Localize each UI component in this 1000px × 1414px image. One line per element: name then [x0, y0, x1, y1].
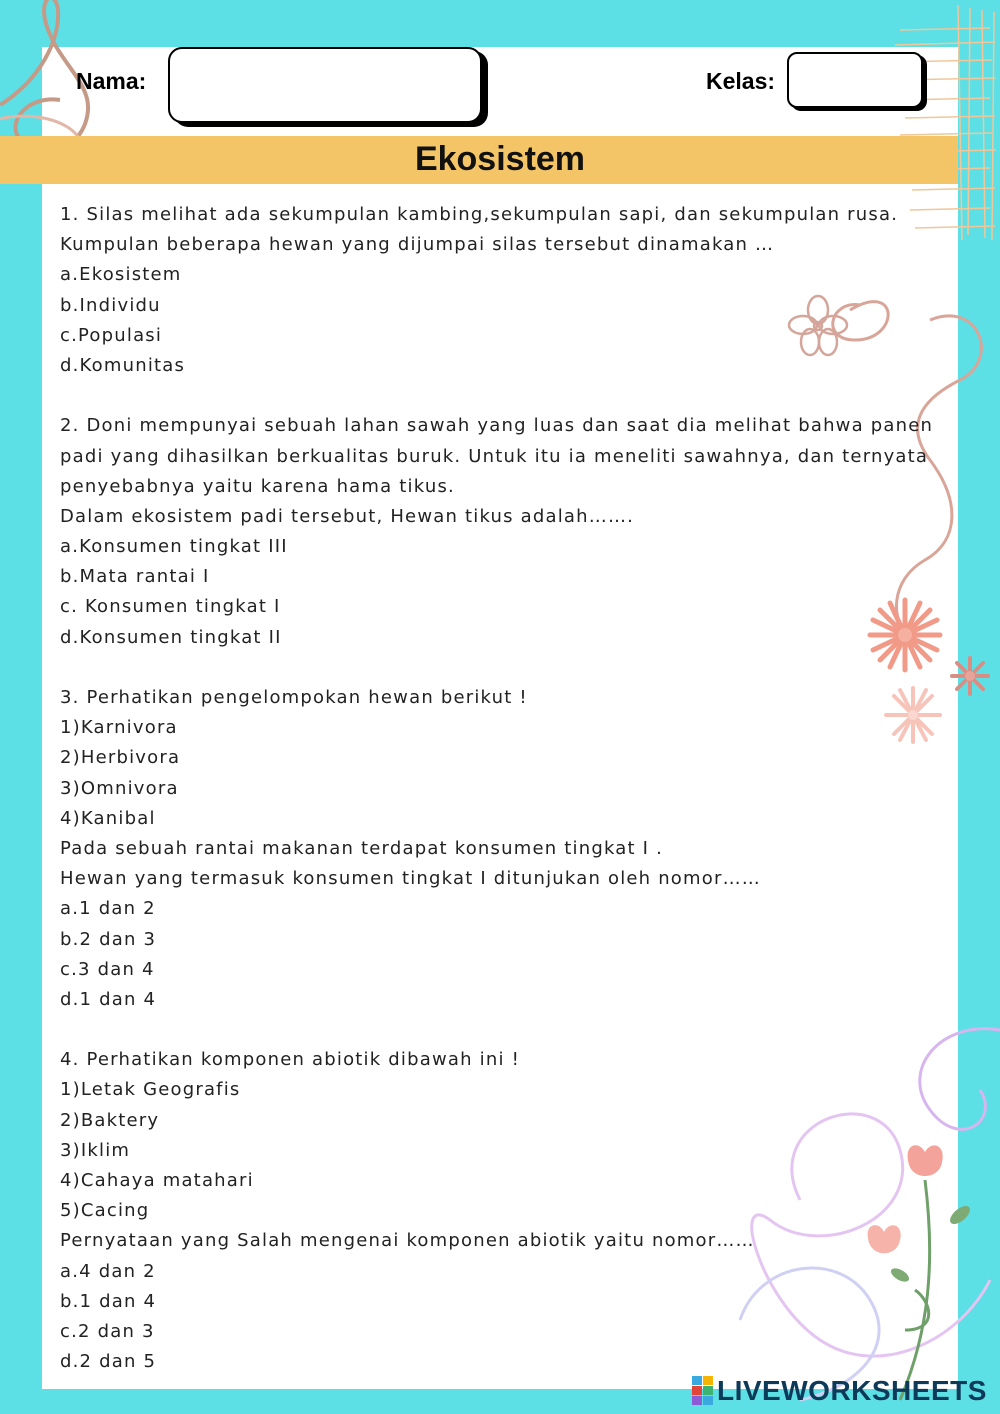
question-text: 2. Doni mempunyai sebuah lahan sawah yang luas dan saat dia melihat bahwa panen [60, 415, 934, 437]
answer-option[interactable]: c.Populasi [60, 324, 163, 346]
question-text: Dalam ekosistem padi tersebut, Hewan tikus adalah……. [60, 505, 635, 527]
question-text: 3. Perhatikan pengelompokan hewan berikut ! [60, 687, 528, 708]
name-label: Nama: [76, 68, 147, 94]
brand-text: LIVEWORKSHEETS [717, 1375, 987, 1406]
answer-option[interactable]: b.1 dan 4 [60, 1290, 157, 1312]
question-text: 4. Perhatikan komponen abiotik dibawah ini ! [60, 1049, 520, 1071]
question-text: 4)Cahaya matahari [60, 1170, 254, 1191]
answer-option[interactable]: d.Konsumen tingkat II [60, 626, 282, 648]
answer-option[interactable]: c. Konsumen tingkat I [60, 596, 281, 618]
question-text: Kumpulan beberapa hewan yang dijumpai silas tersebut dinamakan … [60, 234, 775, 256]
answer-option[interactable]: d.2 dan 5 [60, 1351, 157, 1373]
spacer [60, 653, 940, 683]
question-text: Pada sebuah rantai makanan terdapat konsumen tingkat I . [60, 837, 664, 859]
answer-option[interactable]: c.2 dan 3 [60, 1320, 155, 1342]
answer-option[interactable]: a.Konsumen tingkat III [60, 536, 288, 558]
answer-option[interactable]: b.Individu [60, 294, 161, 316]
question-3 [60, 683, 940, 1015]
logo-blocks-icon [692, 1376, 714, 1406]
page-title: Ekosistem [414, 140, 586, 178]
class-input[interactable] [787, 52, 923, 108]
question-text: 3)Omnivora [60, 777, 179, 799]
question-text: 3)Iklim [60, 1139, 131, 1161]
question-list [60, 200, 940, 1377]
answer-option[interactable]: b.Mata rantai I [60, 566, 210, 588]
answer-option[interactable]: d.Komunitas [60, 354, 186, 376]
class-label: Kelas: [706, 68, 776, 94]
question-text: Hewan yang termasuk konsumen tingkat I ditunjukan oleh nomor…… [60, 868, 761, 890]
spacer [60, 381, 940, 411]
name-input[interactable] [168, 47, 482, 123]
question-text: 4)Kanibal [60, 807, 156, 829]
answer-option[interactable]: a.Ekosistem [60, 264, 182, 286]
question-1 [60, 200, 940, 381]
question-4 [60, 1045, 940, 1377]
answer-option[interactable]: d.1 dan 4 [60, 988, 157, 1010]
answer-option[interactable]: a.4 dan 2 [60, 1260, 156, 1282]
question-text: padi yang dihasilkan berkualitas buruk. Untuk itu ia meneliti sawahnya, dan ternyata [60, 445, 929, 467]
question-text: penyebabnya yaitu karena hama tikus. [60, 475, 455, 497]
answer-option[interactable]: a.1 dan 2 [60, 898, 156, 920]
question-2 [60, 411, 940, 653]
question-text: 1. Silas melihat ada sekumpulan kambing,sekumpulan sapi, dan sekumpulan rusa. [60, 204, 899, 225]
liveworksheets-logo[interactable] [692, 1372, 987, 1410]
question-text: 2)Baktery [60, 1109, 160, 1131]
question-text: 2)Herbivora [60, 747, 181, 769]
spacer [60, 1015, 940, 1045]
question-text: 1)Karnivora [60, 717, 178, 739]
question-text: 1)Letak Geografis [60, 1079, 241, 1101]
answer-option[interactable]: b.2 dan 3 [60, 928, 157, 950]
question-text: 5)Cacing [60, 1200, 150, 1222]
answer-option[interactable]: c.3 dan 4 [60, 958, 155, 980]
question-text: Pernyataan yang Salah mengenai komponen abiotik yaitu nomor…… [60, 1230, 755, 1252]
